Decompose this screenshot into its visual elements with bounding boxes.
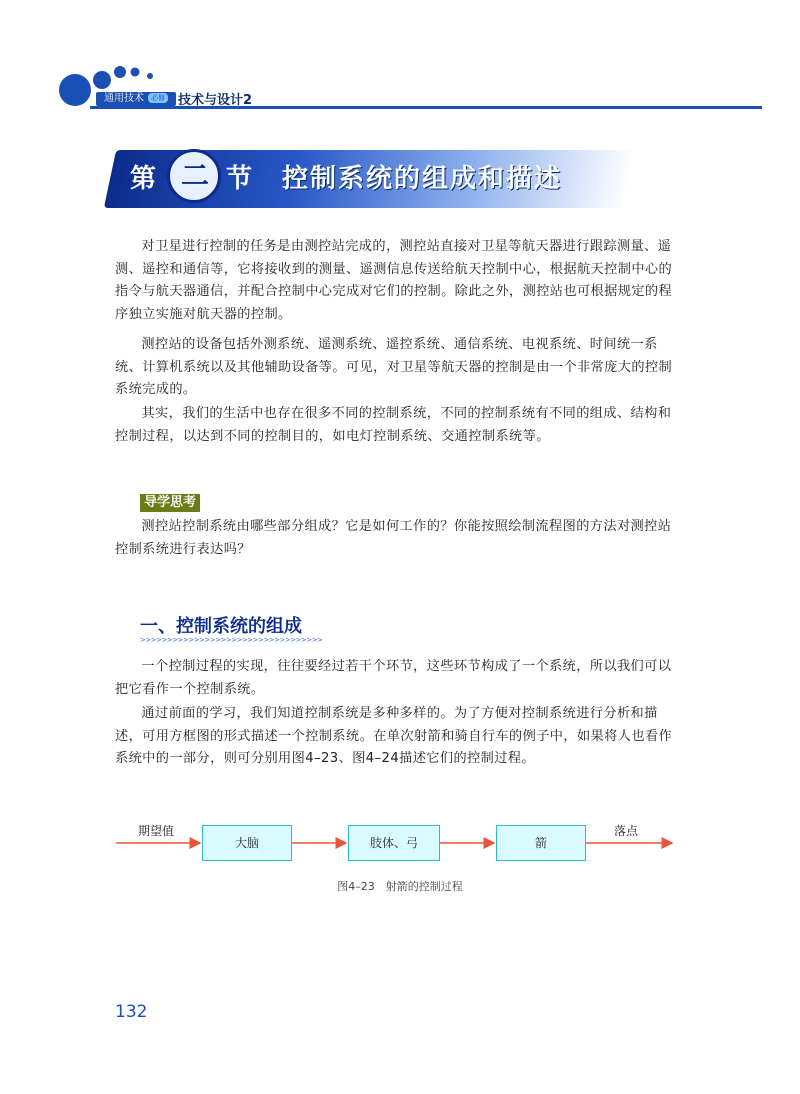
series-badge: 必修: [148, 93, 168, 103]
think-text: 测控站控制系统由哪些部分组成？它是如何工作的？你能按照绘制流程图的方法对测控站控制系统进行表达吗？: [115, 519, 672, 557]
section-prefix: 第: [130, 164, 157, 194]
think-tag: 导学思考: [140, 494, 200, 512]
subsection-title: 一、控制系统的组成: [140, 616, 302, 637]
section-suffix: 节: [226, 164, 253, 194]
series-tab: [96, 92, 176, 106]
intro-paragraph-2: 测控站的设备包括外测系统、遥测系统、遥控系统、通信系统、电视系统、时间统一系统、计算机系统以及其他辅助设备等。可见，对卫星等航天器的控制是由一个非常庞大的控制系统完成的。: [115, 337, 673, 397]
block-limb-bow: 肢体、弓: [348, 825, 440, 861]
body-paragraph-2: 通过前面的学习，我们知道控制系统是多种多样的。为了方便对控制系统进行分析和描述，可用方框图的形式描述一个控制系统。在单次射箭和骑自行车的例子中，如果将人也看作系统中的一部分，则可分别用图4–23、图4–24描述它们的控制过程。: [115, 706, 673, 766]
section-number: 二: [180, 159, 209, 192]
block-arrow: 箭: [496, 825, 586, 861]
book-title: 技术与设计2: [178, 93, 253, 108]
flow-output-label: 落点: [614, 824, 639, 838]
intro-paragraph-3: 其实，我们的生活中也存在很多不同的控制系统，不同的控制系统有不同的组成、结构和控制过程，以达到不同的控制目的，如电灯控制系统、交通控制系统等。: [115, 406, 672, 444]
figure-caption: 图4–23 射箭的控制过程: [337, 880, 463, 893]
block-brain: 大脑: [202, 825, 292, 861]
flow-input-label: 期望值: [138, 824, 175, 838]
section-title: 控制系统的组成和描述: [282, 164, 563, 194]
page-number: 132: [115, 1002, 148, 1022]
subsection-underline: >>>>>>>>>>>>>>>>>>>>>>>>>>>>>>>>>>: [140, 636, 323, 644]
intro-paragraph-1: 对卫星进行控制的任务是由测控站完成的，测控站直接对卫星等航天器进行跟踪测量、遥测、遥控和通信等，它将接收到的测量、遥测信息传送给航天控制中心，根据航天控制中心的指令与航天器通信，并配合控制中心完成对它们的控制。除此之外，测控站也可根据规定的程序独立实施对航天器的控制。: [115, 239, 673, 322]
series-name: 通用技术: [104, 93, 144, 104]
body-paragraph-1: 一个控制过程的实现，往往要经过若干个环节，这些环节构成了一个系统，所以我们可以把它看作一个控制系统。: [115, 659, 672, 697]
